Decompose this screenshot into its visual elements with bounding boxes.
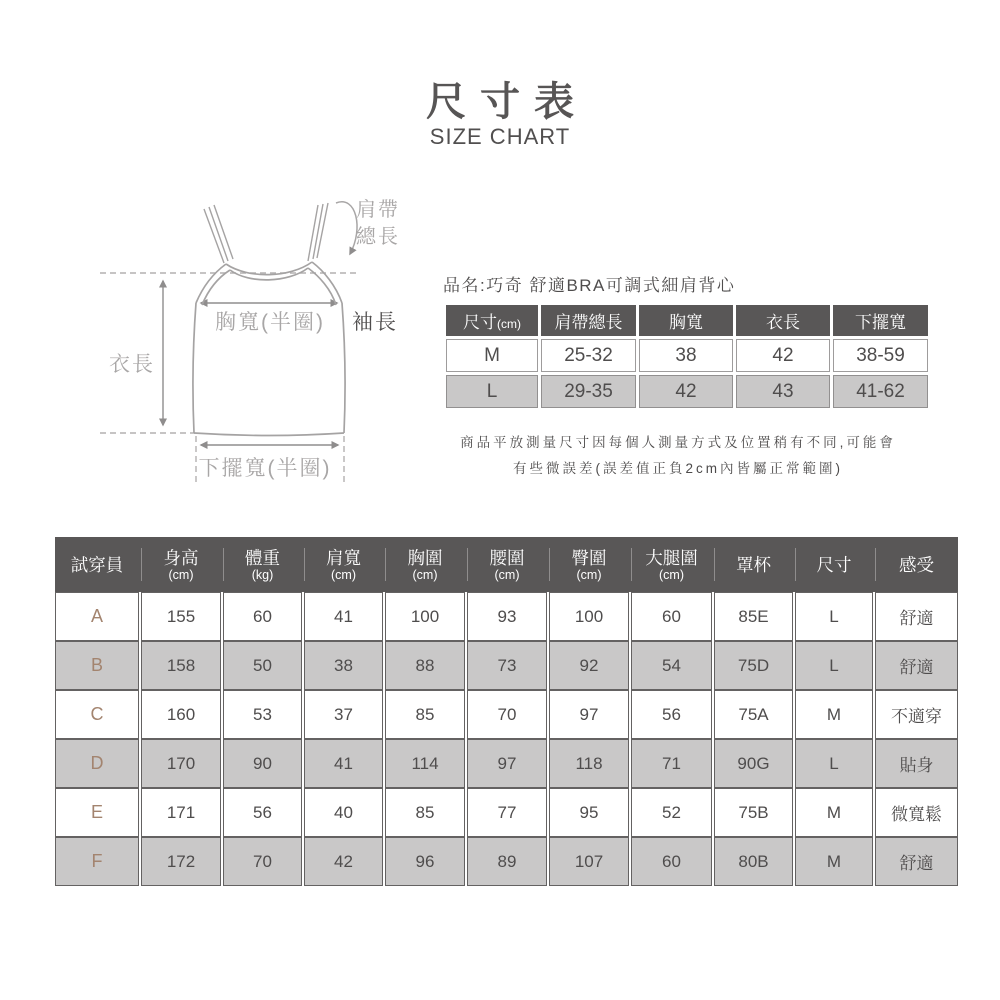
size-label-cell: M [446,339,538,372]
size-table-header-strap: 肩帶總長 [541,305,636,336]
cell: 37 [304,690,383,739]
cell: 85E [714,592,793,641]
cell: 95 [549,788,629,837]
cell: 171 [141,788,221,837]
fit-tester-table [53,537,960,886]
fit-header-weight: 體重 (kg) [223,537,302,592]
cell: 100 [385,592,465,641]
cell: 85 [385,690,465,739]
strap-length-label [356,197,400,251]
cell: 155 [141,592,221,641]
cell: 50 [223,641,302,690]
size-label-cell: L [446,375,538,408]
cell: 97 [467,739,547,788]
fit-table-body [55,592,958,886]
cell: 42 [639,375,733,408]
cell: 100 [549,592,629,641]
cell: 90G [714,739,793,788]
cell: 75B [714,788,793,837]
size-table-header-length: 衣長 [736,305,830,336]
fit-header-tester: 試穿員 [55,537,139,592]
cell: 114 [385,739,465,788]
cell: 172 [141,837,221,886]
cell: 89 [467,837,547,886]
size-table-header-hem: 下擺寬 [833,305,928,336]
shoulder-straps [204,203,328,263]
cell: L [795,739,873,788]
table-row [55,690,958,739]
note-line2: 有些微誤差(誤差值正負2cm內皆屬正常範圍) [513,461,843,476]
table-row [446,339,928,372]
cell: 42 [736,339,830,372]
tester-id-cell: F [55,837,139,886]
cell: 25-32 [541,339,636,372]
strap-length-label-line2: 總長 [356,226,400,248]
garment-length-label: 衣長 [109,353,155,376]
cell: M [795,837,873,886]
size-table-header-row [446,305,928,336]
fit-header-waist: 腰圍 (cm) [467,537,547,592]
tester-id-cell: C [55,690,139,739]
cell: 160 [141,690,221,739]
cell: 41 [304,739,383,788]
cell: M [795,690,873,739]
cell: 96 [385,837,465,886]
sleeve-length-label: 袖長 [352,311,398,334]
cell: 42 [304,837,383,886]
cell: 70 [223,837,302,886]
cell: 60 [631,592,712,641]
cell: 170 [141,739,221,788]
cell: 85 [385,788,465,837]
measurement-note [433,430,923,482]
hem-width-label: 下擺寬(半圈) [198,457,332,480]
product-name: 品名:巧奇 舒適BRA可調式細肩背心 [443,276,736,295]
fit-header-thigh: 大腿圍 (cm) [631,537,712,592]
cell: 舒適 [875,837,958,886]
cell: 75D [714,641,793,690]
page-title: 尺寸表 [426,80,588,124]
fit-table-header-row [55,537,958,592]
size-table-header-chest: 胸寬 [639,305,733,336]
page-subtitle: SIZE CHART [429,124,571,149]
tester-id-cell: E [55,788,139,837]
tester-id-cell: D [55,739,139,788]
strap-length-curved-arrow [336,202,357,254]
table-row [55,641,958,690]
size-table-header-size [446,305,538,336]
table-row [55,592,958,641]
chest-width-label: 胸寬(半圈) [215,311,325,334]
cell: 38 [639,339,733,372]
cell: 微寬鬆 [875,788,958,837]
fit-header-hip: 臀圍 (cm) [549,537,629,592]
cell: 92 [549,641,629,690]
cell: 不適穿 [875,690,958,739]
size-header-label: 尺寸 [463,313,497,332]
fit-header-feel: 感受 [875,537,958,592]
size-table-body [446,339,928,408]
cell: 80B [714,837,793,886]
cell: 71 [631,739,712,788]
fit-header-size: 尺寸 [795,537,873,592]
cell: 107 [549,837,629,886]
cell: L [795,592,873,641]
strap-length-label-line1: 肩帶 [356,199,400,221]
fit-header-bust: 胸圍 (cm) [385,537,465,592]
cell: 60 [631,837,712,886]
cell: 53 [223,690,302,739]
fit-header-height: 身高 (cm) [141,537,221,592]
cell: 158 [141,641,221,690]
cell: 60 [223,592,302,641]
cell: 88 [385,641,465,690]
table-row [55,739,958,788]
cell: 56 [631,690,712,739]
cell: 38 [304,641,383,690]
cell: 73 [467,641,547,690]
cell: 56 [223,788,302,837]
cell: M [795,788,873,837]
fit-header-shoulder: 肩寬 (cm) [304,537,383,592]
table-row [55,788,958,837]
cell: 93 [467,592,547,641]
cell: 77 [467,788,547,837]
cell: 41 [304,592,383,641]
cell: 29-35 [541,375,636,408]
cell: 41-62 [833,375,928,408]
cell: 75A [714,690,793,739]
cell: 40 [304,788,383,837]
cell: 90 [223,739,302,788]
cell: L [795,641,873,690]
fit-header-cup: 罩杯 [714,537,793,592]
cell: 54 [631,641,712,690]
cell: 38-59 [833,339,928,372]
cell: 舒適 [875,641,958,690]
size-header-unit: (cm) [497,317,521,331]
garment-outline [193,262,345,436]
note-line1: 商品平放測量尺寸因每個人測量方式及位置稍有不同,可能會 [460,435,896,450]
table-row [55,837,958,886]
cell: 43 [736,375,830,408]
cell: 貼身 [875,739,958,788]
tester-id-cell: A [55,592,139,641]
cell: 舒適 [875,592,958,641]
tester-id-cell: B [55,641,139,690]
table-row [446,375,928,408]
cell: 70 [467,690,547,739]
cell: 52 [631,788,712,837]
size-table [443,302,931,411]
cell: 97 [549,690,629,739]
cell: 118 [549,739,629,788]
